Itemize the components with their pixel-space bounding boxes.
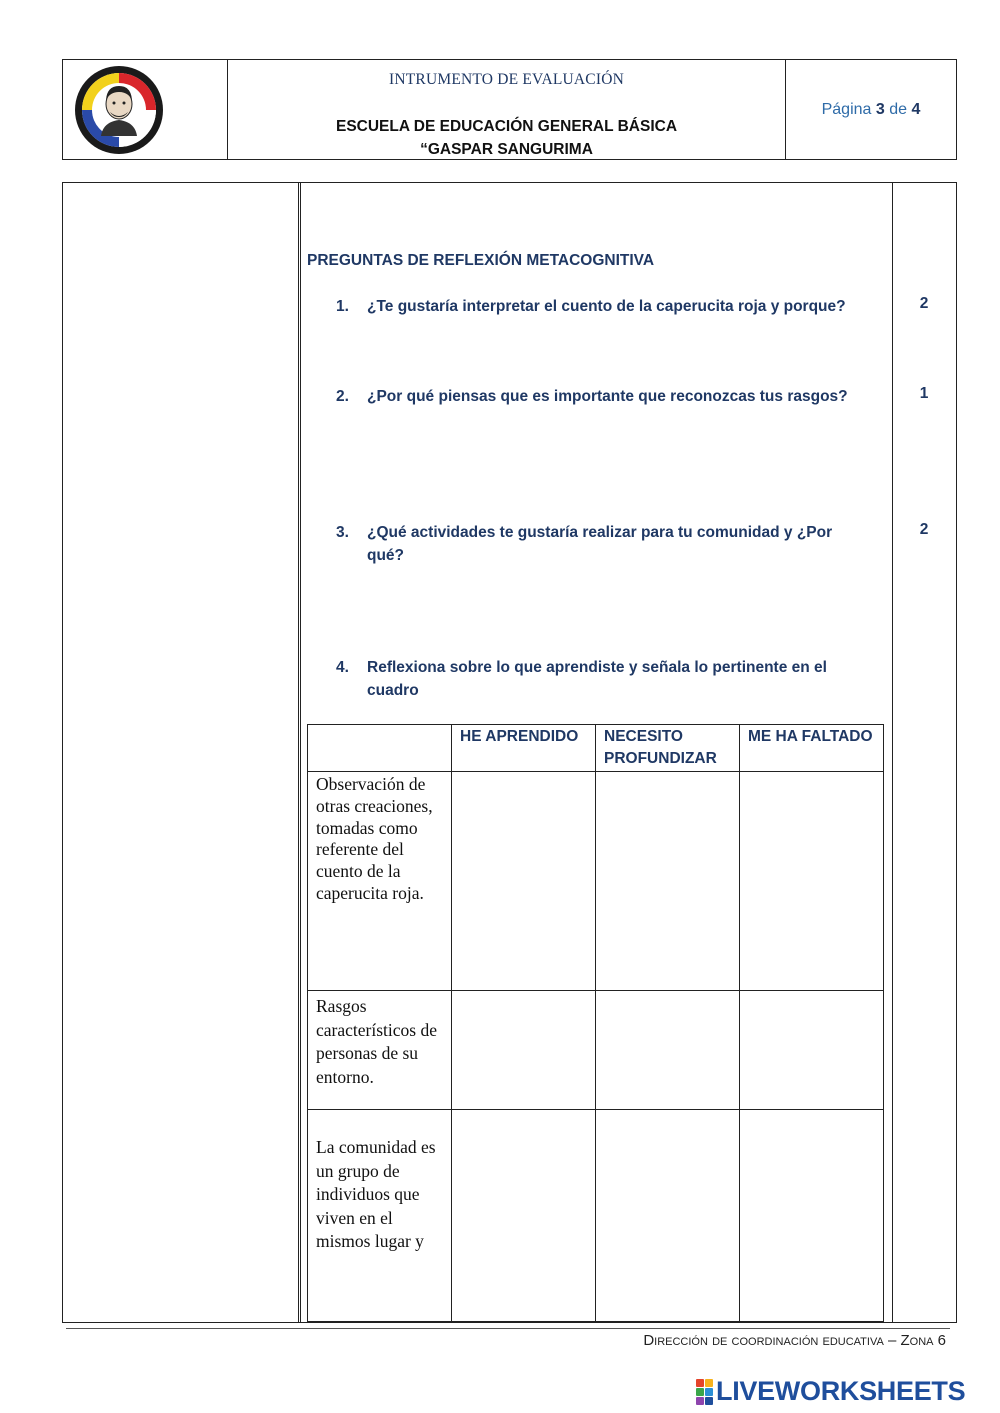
question-points: 1 <box>919 385 929 402</box>
row-label: Observación de otras creaciones, tomadas como referente del cuento de la caperucita roja. <box>308 772 452 991</box>
footer-divider <box>66 1328 950 1329</box>
school-name-line2: “GASPAR SANGURIMA <box>420 141 593 158</box>
page-current: 3 <box>875 100 885 118</box>
question-3 <box>336 521 856 567</box>
school-name-line1: ESCUELA DE EDUCACIÓN GENERAL BÁSICA <box>335 118 678 135</box>
liveworksheets-logo-icon <box>696 1379 713 1405</box>
school-logo-icon <box>73 64 165 156</box>
header-title-cell <box>228 60 786 159</box>
logo-cell <box>63 60 228 159</box>
table-header-cell: NECESITO PROFUNDIZAR <box>596 725 740 772</box>
question-text: ¿Te gustaría interpretar el cuento de la caperucita roja y porque? <box>367 298 846 315</box>
section-title: PREGUNTAS DE REFLEXIÓN METACOGNITIVA <box>307 252 655 269</box>
page-number-cell <box>786 60 956 159</box>
table-header-cell <box>308 725 452 772</box>
instrument-title: INTRUMENTO DE EVALUACIÓN <box>389 71 624 88</box>
column-divider <box>298 183 299 1322</box>
question-text: Reflexiona sobre lo que aprendiste y señala lo pertinente en el cuadro <box>367 659 827 699</box>
column-divider <box>300 183 301 1322</box>
answer-cell-necesito-profundizar[interactable] <box>596 772 740 991</box>
table-row <box>308 772 884 991</box>
answer-cell-me-ha-faltado[interactable] <box>740 991 884 1110</box>
table-header-row <box>308 725 884 772</box>
page-of: de <box>889 100 908 118</box>
table-row <box>308 1110 884 1322</box>
table-header-cell: HE APRENDIDO <box>452 725 596 772</box>
answer-cell-necesito-profundizar[interactable] <box>596 991 740 1110</box>
answer-cell-he-aprendido[interactable] <box>452 1110 596 1322</box>
column-divider <box>892 183 893 1322</box>
question-points: 2 <box>919 295 929 312</box>
page-label: Página <box>821 100 872 118</box>
table-row <box>308 991 884 1110</box>
answer-cell-he-aprendido[interactable] <box>452 991 596 1110</box>
question-text: ¿Por qué piensas que es importante que reconozcas tus rasgos? <box>367 388 848 405</box>
row-label: La comunidad es un grupo de individuos que viven en el mismos lugar y <box>308 1110 452 1322</box>
liveworksheets-brand[interactable] <box>696 1376 965 1407</box>
footer-text: Dirección de coordinación educativa – Zona 6 <box>643 1332 946 1349</box>
question-points: 2 <box>919 521 929 538</box>
page-number <box>822 101 921 119</box>
document-header <box>62 59 957 160</box>
school-name <box>228 115 785 161</box>
reflection-table <box>307 724 884 1322</box>
table-header-cell: ME HA FALTADO <box>740 725 884 772</box>
question-2 <box>336 385 876 408</box>
question-text: ¿Qué actividades te gustaría realizar para tu comunidad y ¿Por qué? <box>367 524 833 564</box>
page-total: 4 <box>911 100 921 118</box>
question-number: 4. <box>336 659 349 676</box>
answer-cell-me-ha-faltado[interactable] <box>740 1110 884 1322</box>
question-number: 3. <box>336 524 349 541</box>
question-number: 1. <box>336 298 349 315</box>
question-4 <box>336 656 856 702</box>
question-number: 2. <box>336 388 349 405</box>
brand-name: LIVEWORKSHEETS <box>716 1376 966 1406</box>
answer-cell-me-ha-faltado[interactable] <box>740 772 884 991</box>
answer-cell-he-aprendido[interactable] <box>452 772 596 991</box>
answer-cell-necesito-profundizar[interactable] <box>596 1110 740 1322</box>
question-1 <box>336 295 876 318</box>
row-label: Rasgos característicos de personas de su entorno. <box>308 991 452 1110</box>
